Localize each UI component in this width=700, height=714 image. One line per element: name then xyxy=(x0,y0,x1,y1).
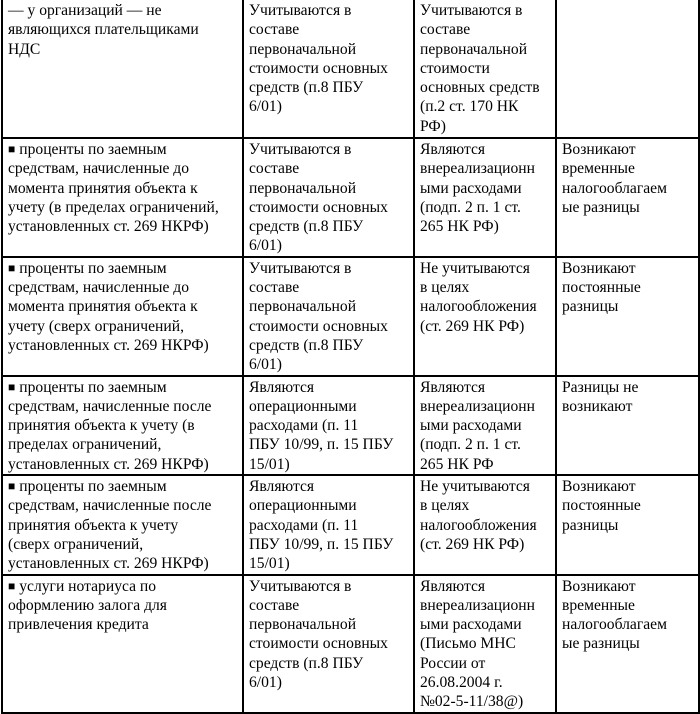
tax-line: внереализационн xyxy=(420,160,535,178)
tax-line: ыми расходами xyxy=(420,179,522,197)
accounting-line: операционными xyxy=(249,397,357,415)
accounting-line: Являются xyxy=(249,478,315,496)
difference-line: разницы xyxy=(562,298,619,316)
tax-line: в целях xyxy=(420,279,470,297)
tax-cell xyxy=(414,138,556,257)
tax-line: ыми расходами xyxy=(420,417,522,435)
item-line: момента принятия объекта к xyxy=(8,298,198,316)
accounting-line: 6/01) xyxy=(249,674,282,692)
item-line xyxy=(8,477,239,496)
item-line: средствам, начисленные после xyxy=(8,397,212,415)
accounting-line: составе xyxy=(249,160,300,178)
item-line: установленных ст. 269 НКРФ) xyxy=(8,555,209,573)
table-row xyxy=(2,475,699,574)
tax-line: (подп. 2 п. 1 ст. xyxy=(420,436,521,454)
accounting-line: первоначальной xyxy=(249,616,357,634)
accounting-line: расходами (п. 11 xyxy=(249,516,359,534)
tax-line: первоначальной xyxy=(420,40,528,58)
tax-cell xyxy=(414,0,556,138)
item-line: установленных ст. 269 НКРФ) xyxy=(8,455,209,473)
tax-line: составе xyxy=(420,21,471,39)
accounting-line: ПБУ 10/99, п. 15 ПБУ xyxy=(249,535,394,553)
item-line: — у организаций — не xyxy=(8,2,162,19)
accounting-line: первоначальной xyxy=(249,40,357,58)
accounting-line: 15/01) xyxy=(249,555,290,573)
tax-line: (подп. 2 п. 1 ст. xyxy=(420,198,521,216)
difference-cell xyxy=(556,138,699,257)
table-row xyxy=(2,257,699,376)
item-line: момента принятия объекта к xyxy=(8,179,198,197)
item-line: оформлению залога для xyxy=(8,596,167,614)
difference-line: Разницы не xyxy=(562,378,639,396)
accounting-line: составе xyxy=(249,279,300,297)
item-cell xyxy=(2,138,243,257)
tax-line: (ст. 269 НК РФ) xyxy=(420,535,525,553)
accounting-line: стоимости основных xyxy=(249,198,388,216)
bullet-icon: ■ xyxy=(8,578,16,593)
item-cell xyxy=(2,575,243,713)
accounting-line: средств (п.8 ПБУ xyxy=(249,218,364,236)
difference-cell xyxy=(556,0,699,138)
item-line: установленных ст. 269 НКРФ) xyxy=(8,336,209,354)
bullet-icon: ■ xyxy=(8,260,16,275)
difference-line: временные xyxy=(562,160,635,178)
accounting-line: средств (п.8 ПБУ xyxy=(249,79,364,97)
difference-line: ые разницы xyxy=(562,635,640,653)
difference-line: временные xyxy=(562,596,635,614)
item-line-text: проценты по заемным xyxy=(19,478,167,496)
accounting-comparison-table xyxy=(1,0,700,714)
tax-line: (Письмо МНС xyxy=(420,635,516,653)
tax-line: России от xyxy=(420,654,486,672)
item-line-text: проценты по заемным xyxy=(19,141,167,158)
difference-line: Возникают xyxy=(562,141,636,158)
item-line: принятия объекта к учету xyxy=(8,516,179,534)
item-line xyxy=(8,378,239,397)
table-body xyxy=(2,0,699,713)
tax-line: в целях xyxy=(420,497,470,515)
tax-line: 265 НК РФ) xyxy=(420,218,499,236)
item-line: средствам, начисленные до xyxy=(8,279,190,297)
item-line: средствам, начисленные до xyxy=(8,160,190,178)
accounting-cell xyxy=(243,475,414,574)
item-line: установленных ст. 269 НКРФ) xyxy=(8,218,209,236)
accounting-line: 6/01) xyxy=(249,98,282,116)
item-line: (сверх ограничений, xyxy=(8,535,144,553)
tax-line: (п.2 ст. 170 НК xyxy=(420,98,519,116)
accounting-cell xyxy=(243,257,414,376)
difference-line: постоянные xyxy=(562,497,641,515)
item-cell xyxy=(2,0,243,138)
accounting-line: стоимости основных xyxy=(249,59,388,77)
difference-line: ые разницы xyxy=(562,198,640,216)
tax-line: РФ) xyxy=(420,117,446,135)
difference-line: Возникают xyxy=(562,577,636,595)
tax-line: налогообложения xyxy=(420,298,537,316)
accounting-line: Учитываются в xyxy=(249,2,352,19)
difference-line: постоянные xyxy=(562,279,641,297)
tax-line: Не учитываются xyxy=(420,478,530,496)
tax-line: внереализационн xyxy=(420,596,535,614)
accounting-line: первоначальной xyxy=(249,179,357,197)
tax-line: Не учитываются xyxy=(420,259,530,277)
table-row xyxy=(2,0,699,138)
tax-line: №02-5-11/38@) xyxy=(420,693,524,711)
accounting-line: стоимости основных xyxy=(249,635,388,653)
item-line: средствам, начисленные после xyxy=(8,497,212,515)
tax-line: Являются xyxy=(420,378,486,396)
item-line: учету (в пределах ограничений, xyxy=(8,198,219,216)
tax-line: ыми расходами xyxy=(420,616,522,634)
bullet-icon: ■ xyxy=(8,479,16,494)
accounting-line: ПБУ 10/99, п. 15 ПБУ xyxy=(249,436,394,454)
tax-line: стоимости xyxy=(420,59,490,77)
item-cell xyxy=(2,376,243,475)
tax-line: 265 НК РФ xyxy=(420,455,494,473)
item-line-text: услуги нотариуса по xyxy=(19,577,157,595)
accounting-cell xyxy=(243,575,414,713)
accounting-line: 6/01) xyxy=(249,237,282,255)
accounting-line: первоначальной xyxy=(249,298,357,316)
accounting-line: Учитываются в xyxy=(249,259,352,277)
tax-line: основных средств xyxy=(420,79,540,97)
tax-cell xyxy=(414,257,556,376)
table-row xyxy=(2,575,699,713)
table-row xyxy=(2,376,699,475)
accounting-line: составе xyxy=(249,596,300,614)
item-line: НДС xyxy=(8,40,41,58)
item-line: пределах ограничений, xyxy=(8,436,162,454)
difference-line: налогооблагаем xyxy=(562,616,667,634)
item-line: привлечения кредита xyxy=(8,616,149,634)
difference-line: Возникают xyxy=(562,259,636,277)
accounting-line: расходами (п. 11 xyxy=(249,417,359,435)
item-line-text: проценты по заемным xyxy=(19,378,167,396)
item-line: принятия объекта к учету (в xyxy=(8,417,195,435)
accounting-line: средств (п.8 ПБУ xyxy=(249,654,364,672)
accounting-line: 6/01) xyxy=(249,356,282,374)
difference-cell xyxy=(556,475,699,574)
accounting-cell xyxy=(243,138,414,257)
difference-cell xyxy=(556,575,699,713)
accounting-cell xyxy=(243,0,414,138)
accounting-line: составе xyxy=(249,21,300,39)
accounting-cell xyxy=(243,376,414,475)
difference-cell xyxy=(556,376,699,475)
difference-line: Возникают xyxy=(562,478,636,496)
accounting-line: Являются xyxy=(249,378,315,396)
accounting-line: операционными xyxy=(249,497,357,515)
difference-line: налогооблагаем xyxy=(562,179,667,197)
item-line xyxy=(8,140,239,159)
difference-line: разницы xyxy=(562,516,619,534)
tax-cell xyxy=(414,475,556,574)
item-line: являющихся плательщиками xyxy=(8,21,199,39)
tax-line: Являются xyxy=(420,577,486,595)
difference-line: возникают xyxy=(562,397,633,415)
tax-line: Являются xyxy=(420,141,486,158)
tax-cell xyxy=(414,575,556,713)
item-line xyxy=(8,577,239,596)
tax-line: налогообложения xyxy=(420,516,537,534)
bullet-icon: ■ xyxy=(8,142,16,156)
difference-cell xyxy=(556,257,699,376)
item-line xyxy=(8,259,239,278)
item-cell xyxy=(2,257,243,376)
tax-cell xyxy=(414,376,556,475)
tax-line: 26.08.2004 г. xyxy=(420,674,503,692)
tax-line: внереализационн xyxy=(420,397,535,415)
bullet-icon: ■ xyxy=(8,379,16,394)
table-row xyxy=(2,138,699,257)
accounting-line: стоимости основных xyxy=(249,317,388,335)
item-line: учету (сверх ограничений, xyxy=(8,317,184,335)
accounting-line: Учитываются в xyxy=(249,141,352,158)
tax-line: (ст. 269 НК РФ) xyxy=(420,317,525,335)
accounting-line: Учитываются в xyxy=(249,577,352,595)
accounting-line: 15/01) xyxy=(249,455,290,473)
tax-line: Учитываются в xyxy=(420,2,523,19)
item-cell xyxy=(2,475,243,574)
item-line-text: проценты по заемным xyxy=(19,259,167,277)
accounting-line: средств (п.8 ПБУ xyxy=(249,336,364,354)
